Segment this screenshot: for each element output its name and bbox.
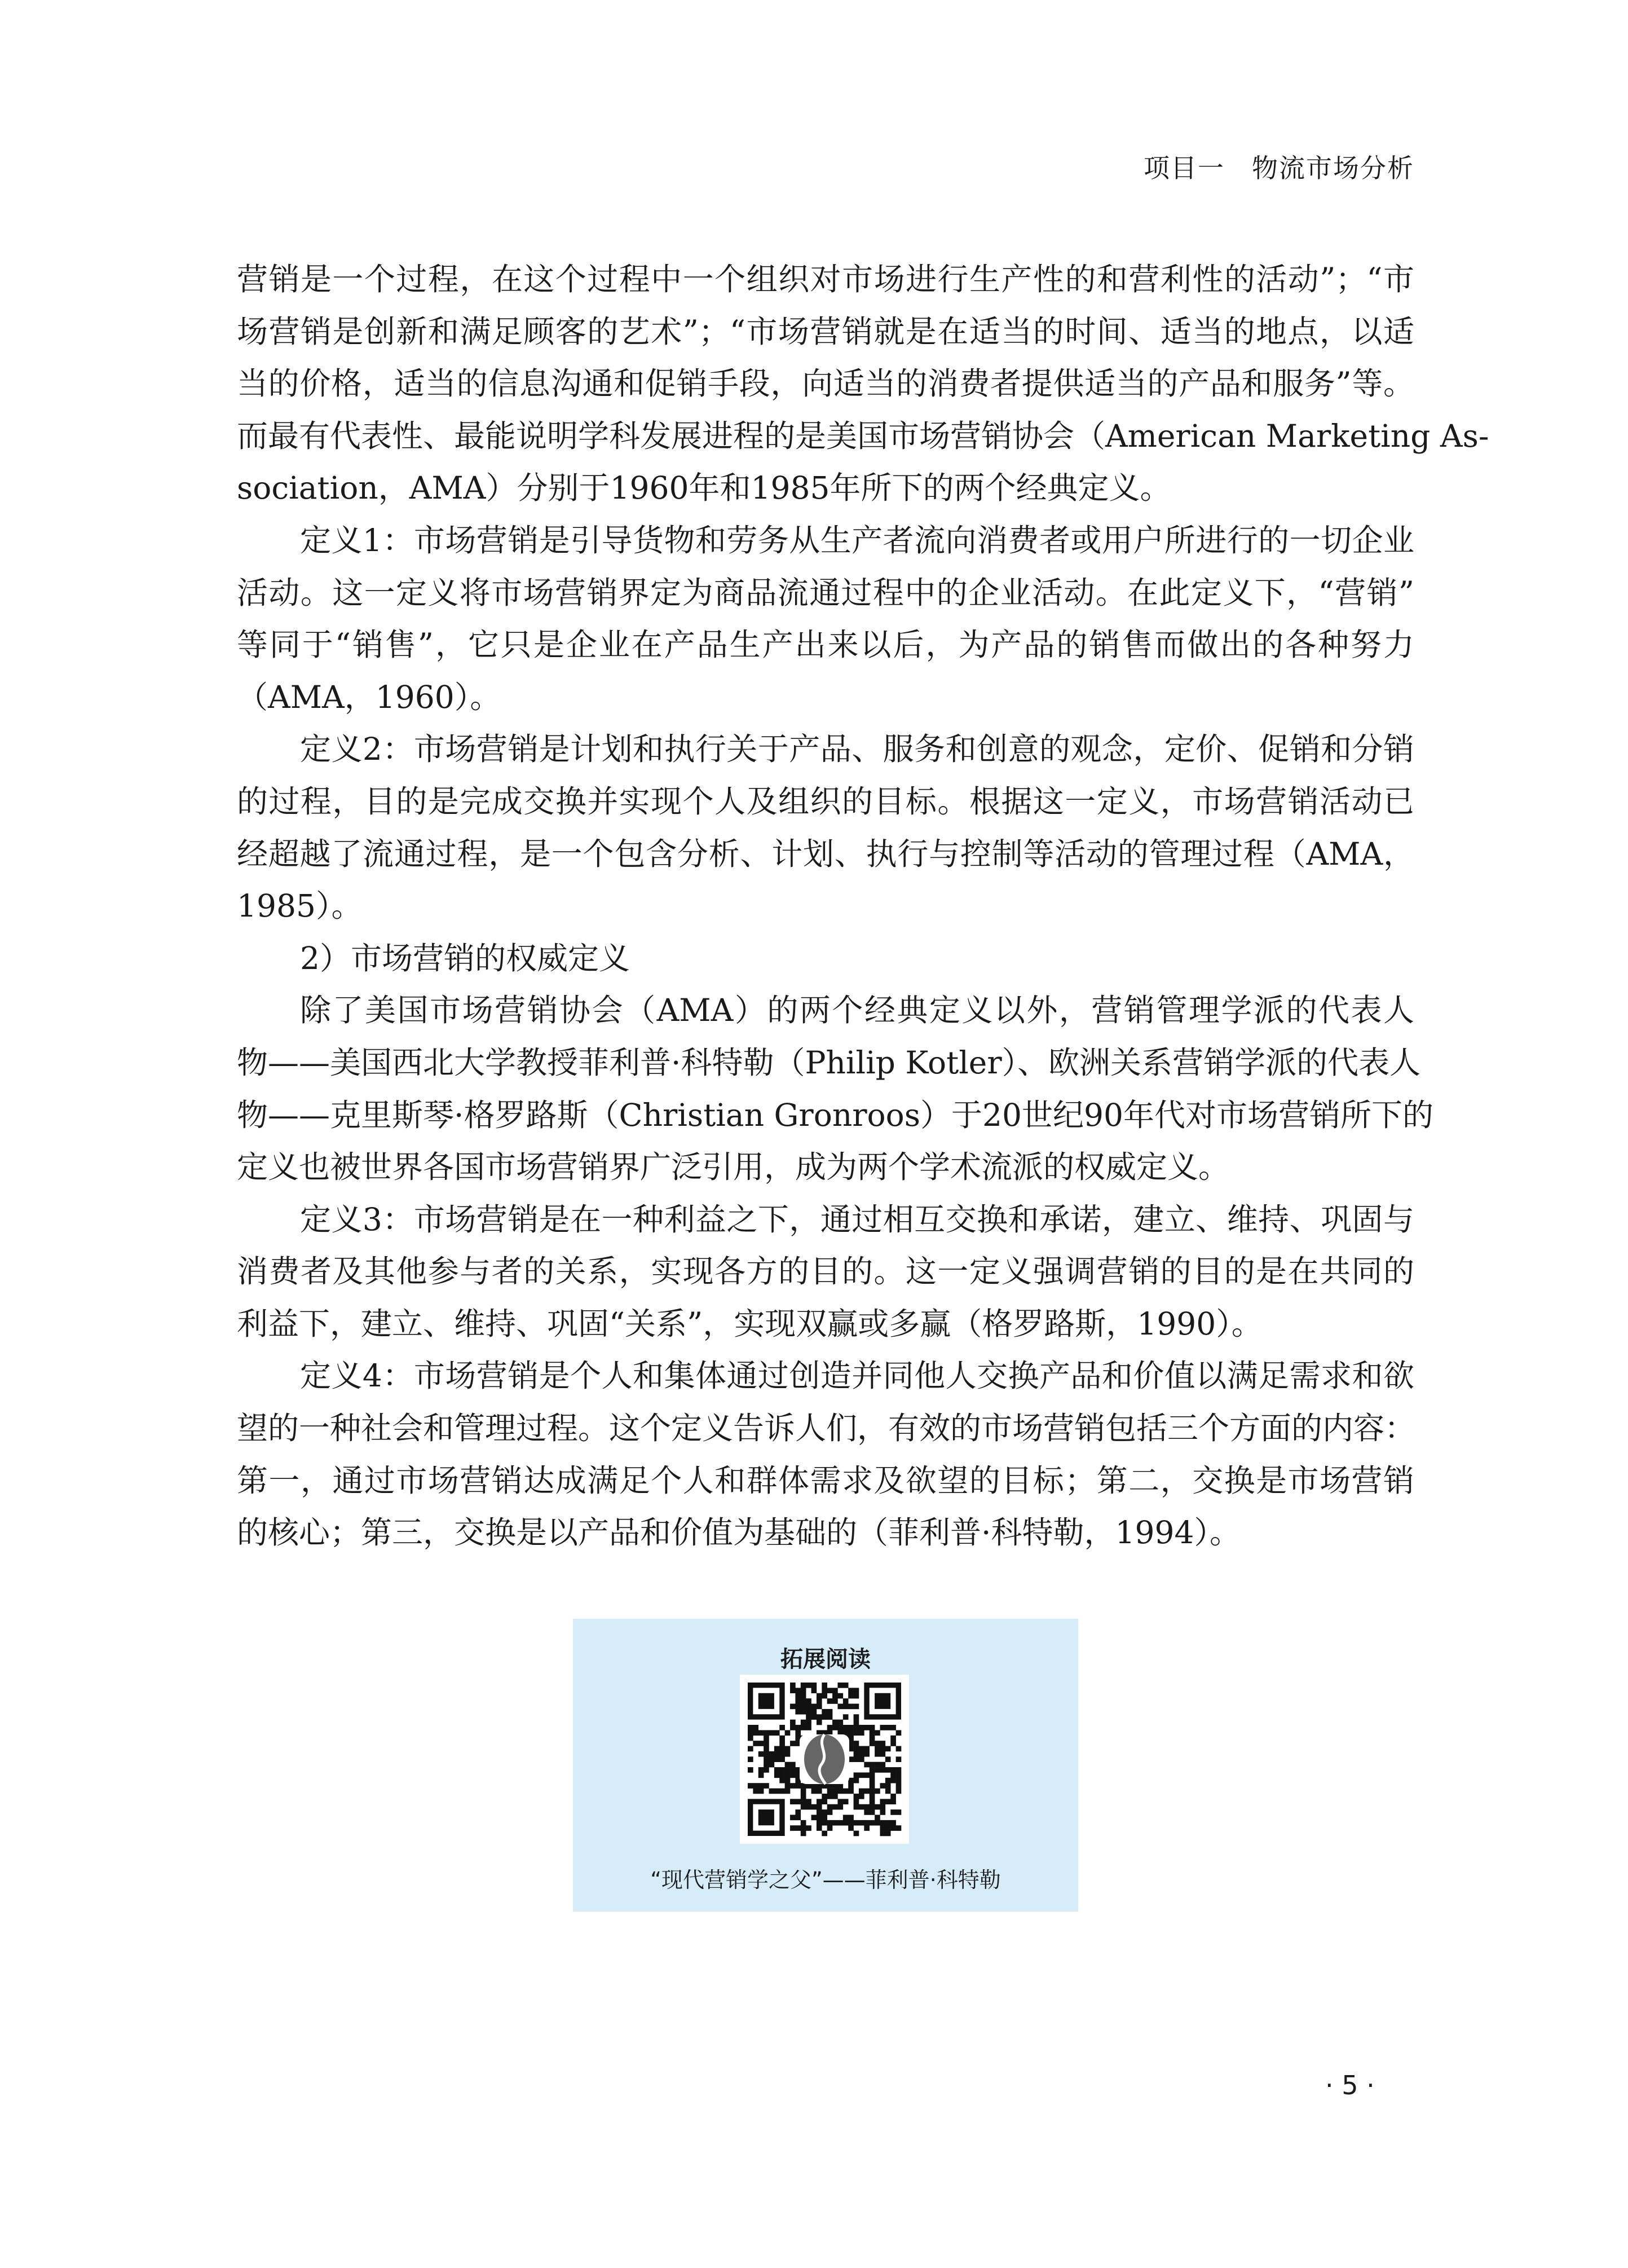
text-line: 定义3：市场营销是在一种利益之下，通过相互交换和承诺，建立、维持、巩固与	[300, 1201, 1414, 1238]
text-line: 1985）。	[237, 888, 363, 924]
text-line: 除了美国市场营销协会（AMA）的两个经典定义以外，营销管理学派的代表人	[300, 992, 1414, 1029]
text-line: 2）市场营销的权威定义	[300, 940, 630, 976]
text-line: 而最有代表性、最能说明学科发展进程的是美国市场营销协会（American Marketing As-	[237, 417, 1489, 454]
text-line: 定义1：市场营销是引导货物和劳务从生产者流向消费者或用户所进行的一切企业	[300, 522, 1414, 558]
text-line: 定义也被世界各国市场营销界广泛引用，成为两个学术流派的权威定义。	[237, 1149, 1230, 1186]
text-line: 等同于“销售”，它只是企业在产品生产出来以后，为产品的销售而做出的各种努力	[237, 627, 1414, 663]
qr-code-icon[interactable]	[740, 1675, 909, 1844]
body-text	[237, 253, 1489, 1559]
text-line: 定义4：市场营销是个人和集体通过创造并同他人交换产品和价值以满足需求和欲	[300, 1358, 1414, 1394]
paragraph	[237, 253, 1489, 514]
text-line: 活动。这一定义将市场营销界定为商品流通过程中的企业活动。在此定义下，“营销”	[237, 574, 1414, 611]
section-heading	[237, 932, 1414, 985]
text-line: 第一，通过市场营销达成满足个人和群体需求及欲望的目标；第二，交换是市场营销	[237, 1462, 1414, 1499]
text-line: 的核心；第三，交换是以产品和价值为基础的（菲利普·科特勒，1994）。	[237, 1514, 1241, 1551]
text-line: 物——美国西北大学教授菲利普·科特勒（Philip Kotler）、欧洲关系营销学派的代表人	[237, 1044, 1421, 1081]
paragraph	[237, 1194, 1414, 1350]
text-line: 经超越了流通过程，是一个包含分析、计划、执行与控制等活动的管理过程（AMA，	[237, 835, 1414, 872]
paragraph	[237, 1350, 1414, 1558]
text-line: 利益下，建立、维持、巩固“关系”，实现双赢或多赢（格罗路斯，1990）。	[237, 1305, 1263, 1342]
text-line: （AMA，1960）。	[237, 679, 501, 715]
text-line: 消费者及其他参与者的关系，实现各方的目的。这一定义强调营销的目的是在共同的	[237, 1253, 1414, 1290]
extended-reading-caption: “现代营销学之父”——菲利普·科特勒	[650, 1868, 1001, 1892]
extended-reading-box	[573, 1619, 1078, 1912]
text-line: 当的价格，适当的信息沟通和促销手段，向适当的消费者提供适当的产品和服务”等。	[237, 365, 1414, 402]
text-line: 望的一种社会和管理过程。这个定义告诉人们，有效的市场营销包括三个方面的内容：	[237, 1410, 1416, 1447]
page-number: · 5 ·	[1325, 2070, 1375, 2100]
text-line: 定义2：市场营销是计划和执行关于产品、服务和创意的观念，定价、促销和分销	[300, 731, 1414, 768]
text-line: 场营销是创新和满足顾客的艺术”；“市场营销就是在适当的时间、适当的地点，以适	[237, 313, 1414, 350]
paragraph	[237, 984, 1433, 1193]
text-line: 营销是一个过程，在这个过程中一个组织对市场进行生产性的和营利性的活动”；“市	[237, 261, 1414, 297]
paragraph	[237, 723, 1414, 932]
text-line: 物——克里斯琴·格罗路斯（Christian Gronroos）于20世纪90年代对市场营销所下的	[237, 1096, 1433, 1133]
running-head: 项目一 物流市场分析	[1144, 153, 1414, 183]
text-line: sociation，AMA）分别于1960年和1985年所下的两个经典定义。	[237, 470, 1171, 507]
extended-reading-title: 拓展阅读	[780, 1646, 871, 1672]
text-line: 的过程，目的是完成交换并实现个人及组织的目标。根据这一定义，市场营销活动已	[237, 783, 1414, 820]
paragraph	[237, 514, 1414, 723]
